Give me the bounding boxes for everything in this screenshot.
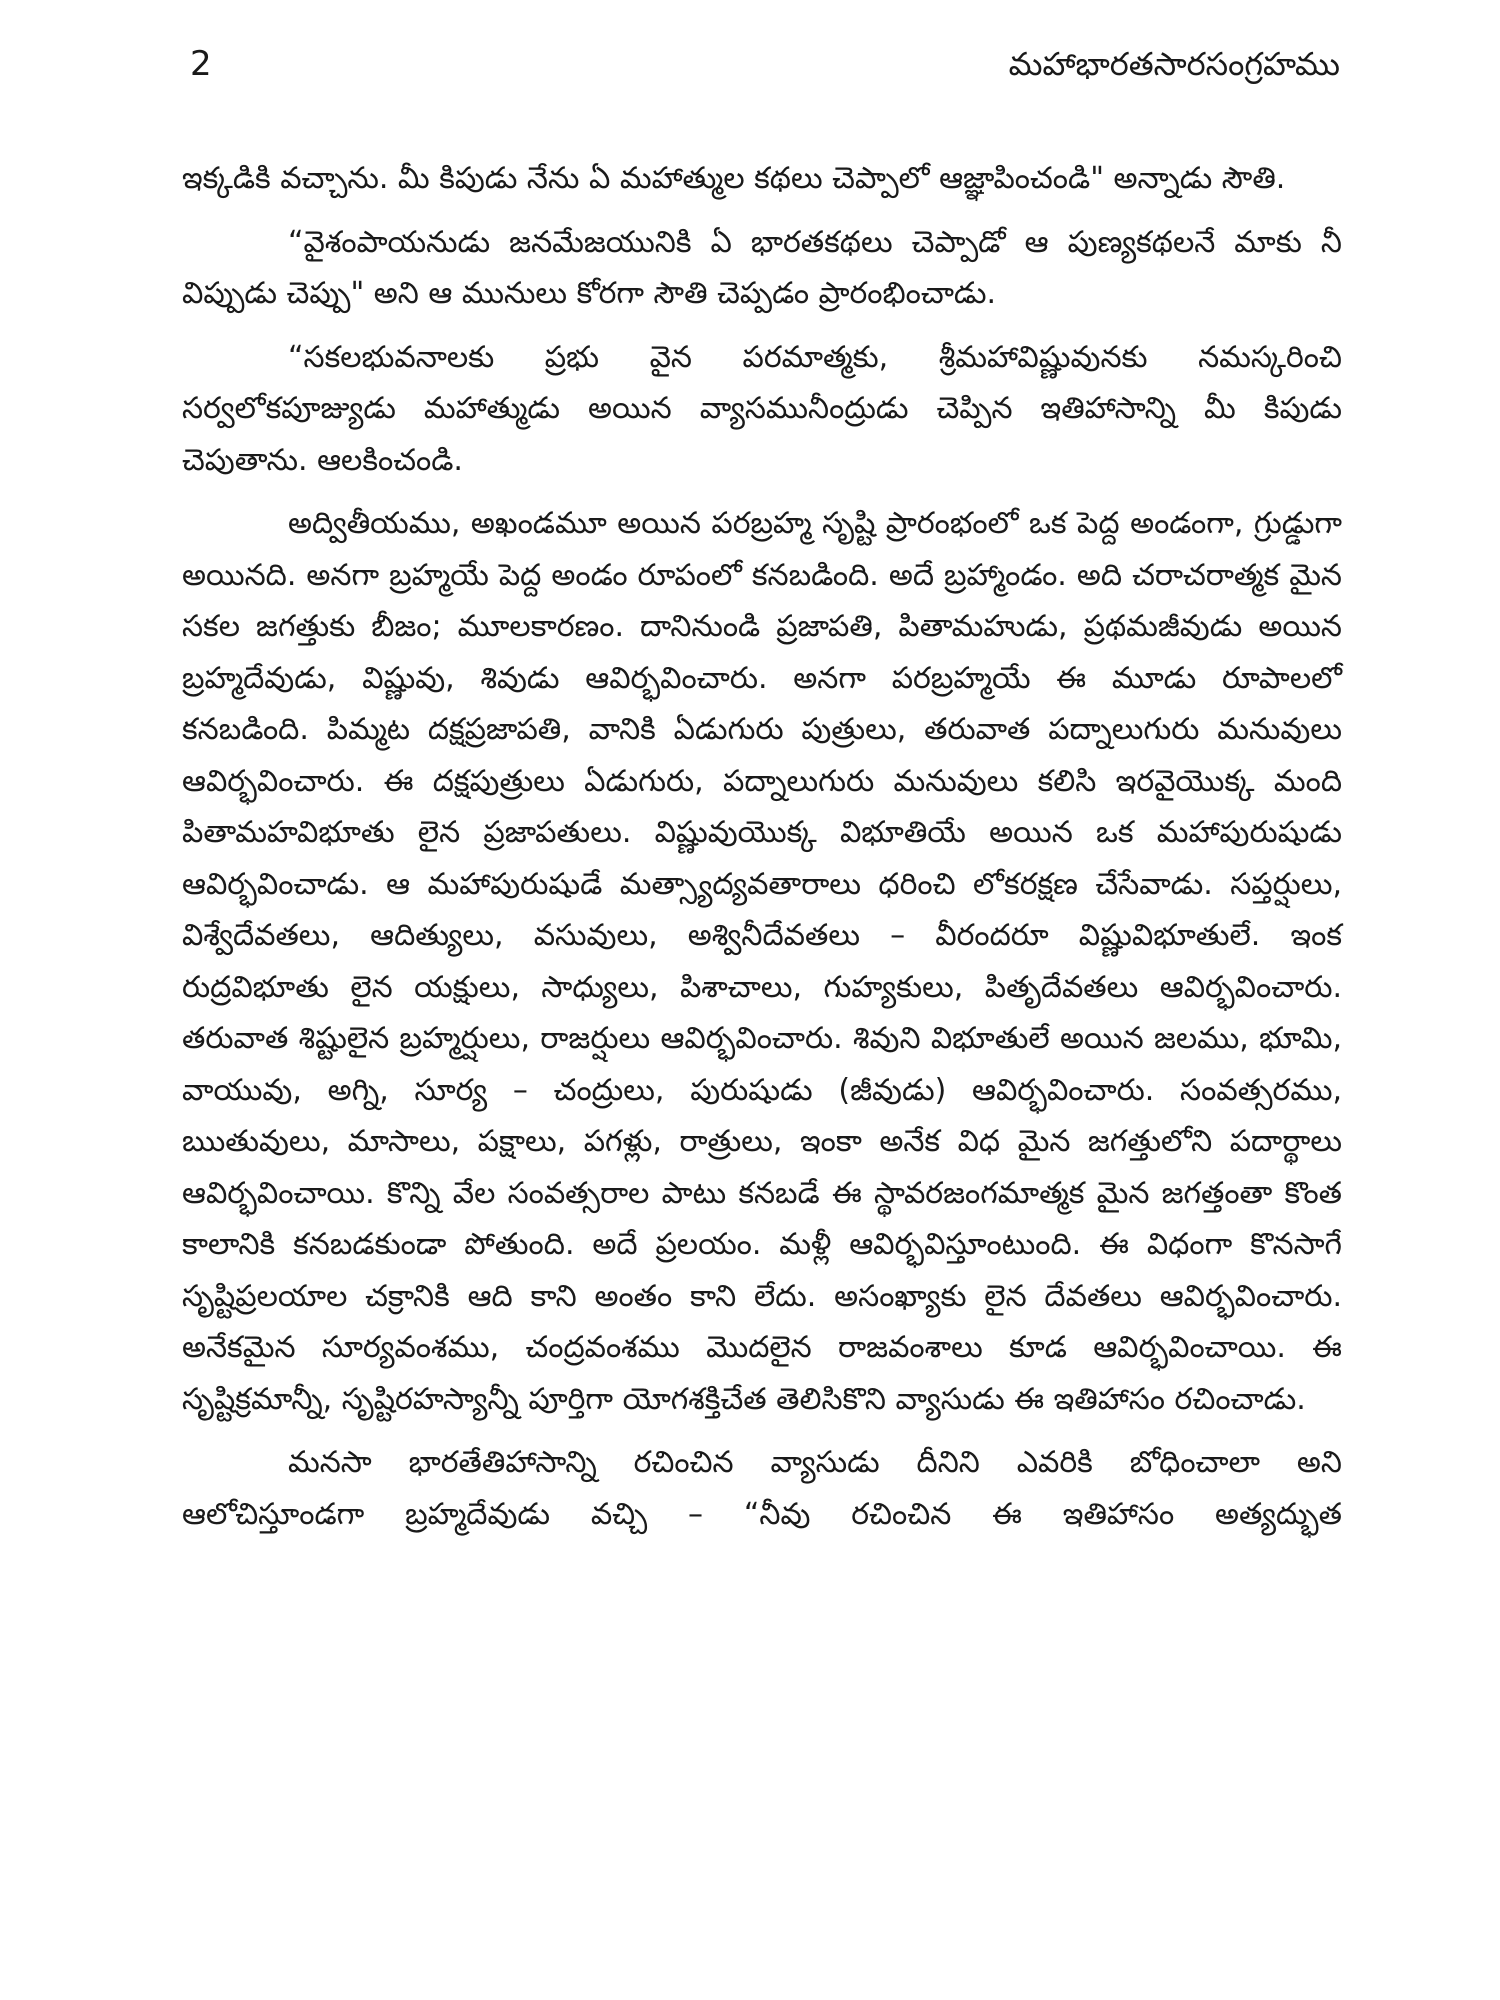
paragraph: “వైశంపాయనుడు జనమేజయునికి ఏ భారతకథలు చెప్పాడో ఆ పుణ్యకథలనే మాకు నీ విప్పుడు చెప్పు" అని ఆ మునులు కోరగా సౌతి చెప్పడం ప్రారంభించాడు. (182, 224, 1342, 311)
paragraph: ఇక్కడికి వచ్చాను. మీ కిపుడు నేను ఏ మహాత్ముల కథలు చెప్పాలో ఆజ్ఞాపించండి" అన్నాడు సౌతి. (182, 161, 1286, 196)
body-text (182, 153, 1342, 1552)
running-header: మహాభారతసారసంగ్రహము (1008, 45, 1340, 83)
page-number: 2 (190, 44, 212, 84)
paragraph: అద్వితీయము, అఖండమూ అయిన పరబ్రహ్మ సృష్టి ప్రారంభంలో ఒక పెద్ద అండంగా, గ్రుడ్డుగా అయినది. అనగా బ్రహ్మయే పెద్ద అండం రూపంలో కనబడింది. అదే బ్రహ్మాండం. అది చరాచరాత్మక మైన సకల జగత్తుకు బీజం; మూలకారణం. దానినుండి ప్రజాపతి, పితామహుడు, ప్రథమజీవుడు అయిన బ్రహ్మదేవుడు, విష్ణువు, శివుడు ఆవిర్భవించారు. అనగా పరబ్రహ్మయే ఈ మూడు రూపాలలో కనబడింది. పిమ్మట దక్షప్రజాపతి, వానికి ఏడుగురు పుత్రులు, తరువాత పద్నాలుగురు మనువులు ఆవిర్భవించారు. ఈ దక్షపుత్రులు ఏడుగురు, పద్నాలుగురు మనువులు కలిసి ఇరవైయొక్క మంది పితామహవిభూతు లైన ప్రజాపతులు. విష్ణువుయొక్క విభూతియే అయిన ఒక మహాపురుషుడు ఆవిర్భవించాడు. ఆ మహాపురుషుడే మత్స్యాద్యవతారాలు ధరించి లోకరక్షణ చేసేవాడు. సప్తర్షులు, విశ్వేదేవతలు, ఆదిత్యులు, వసువులు, అశ్వినీదేవతలు – వీరందరూ విష్ణువిభూతులే. ఇంక రుద్రవిభూతు లైన యక్షులు, సాధ్యులు, పిశాచాలు, గుహ్యకులు, పితృదేవతలు ఆవిర్భవించారు. తరువాత శిష్టులైన బ్రహ్మర్షులు, రాజర్షులు ఆవిర్భవించారు. శివుని విభూతులే అయిన జలము, భూమి, వాయువు, అగ్ని, సూర్య – చంద్రులు, పురుషుడు (జీవుడు) ఆవిర్భవించారు. సంవత్సరము, ఋతువులు, మాసాలు, పక్షాలు, పగళ్లు, రాత్రులు, ఇంకా అనేక విధ మైన జగత్తులోని పదార్థాలు ఆవిర్భవించాయి. కొన్ని వేల సంవత్సరాల పాటు కనబడే ఈ స్థావరజంగమాత్మక మైన జగత్తంతా కొంత కాలానికి కనబడకుండా పోతుంది. అదే ప్రలయం. మళ్లీ ఆవిర్భవిస్తూంటుంది. ఈ విధంగా కొనసాగే సృష్టిప్రలయాల చక్రానికి ఆది కాని అంతం కాని లేదు. అసంఖ్యాకు లైన దేవతలు ఆవిర్భవించారు. అనేకమైన సూర్యవంశము, చంద్రవంశము మొదలైన రాజవంశాలు కూడ ఆవిర్భవించాయి. ఈ సృష్టిక్రమాన్నీ, సృష్టిరహస్యాన్నీ పూర్తిగా యోగశక్తిచేత తెలిసికొని వ్యాసుడు ఈ ఇతిహాసం రచించాడు. (182, 506, 1342, 1417)
paragraph: “సకలభువనాలకు ప్రభు వైన పరమాత్మకు, శ్రీమహావిష్ణువునకు నమస్కరించి సర్వలోకపూజ్యుడు మహాత్ముడు అయిన వ్యాసమునీంద్రుడు చెప్పిన ఇతిహాసాన్ని మీ కిపుడు చెపుతాను. ఆలకించండి. (182, 339, 1342, 478)
paragraph: మనసా భారతేతిహాసాన్ని రచించిన వ్యాసుడు దీనిని ఎవరికి బోధించాలా అని ఆలోచిస్తూండగా బ్రహ్మదేవుడు వచ్చి – “నీవు రచించిన ఈ ఇతిహాసం అత్యద్భుత (182, 1445, 1342, 1532)
